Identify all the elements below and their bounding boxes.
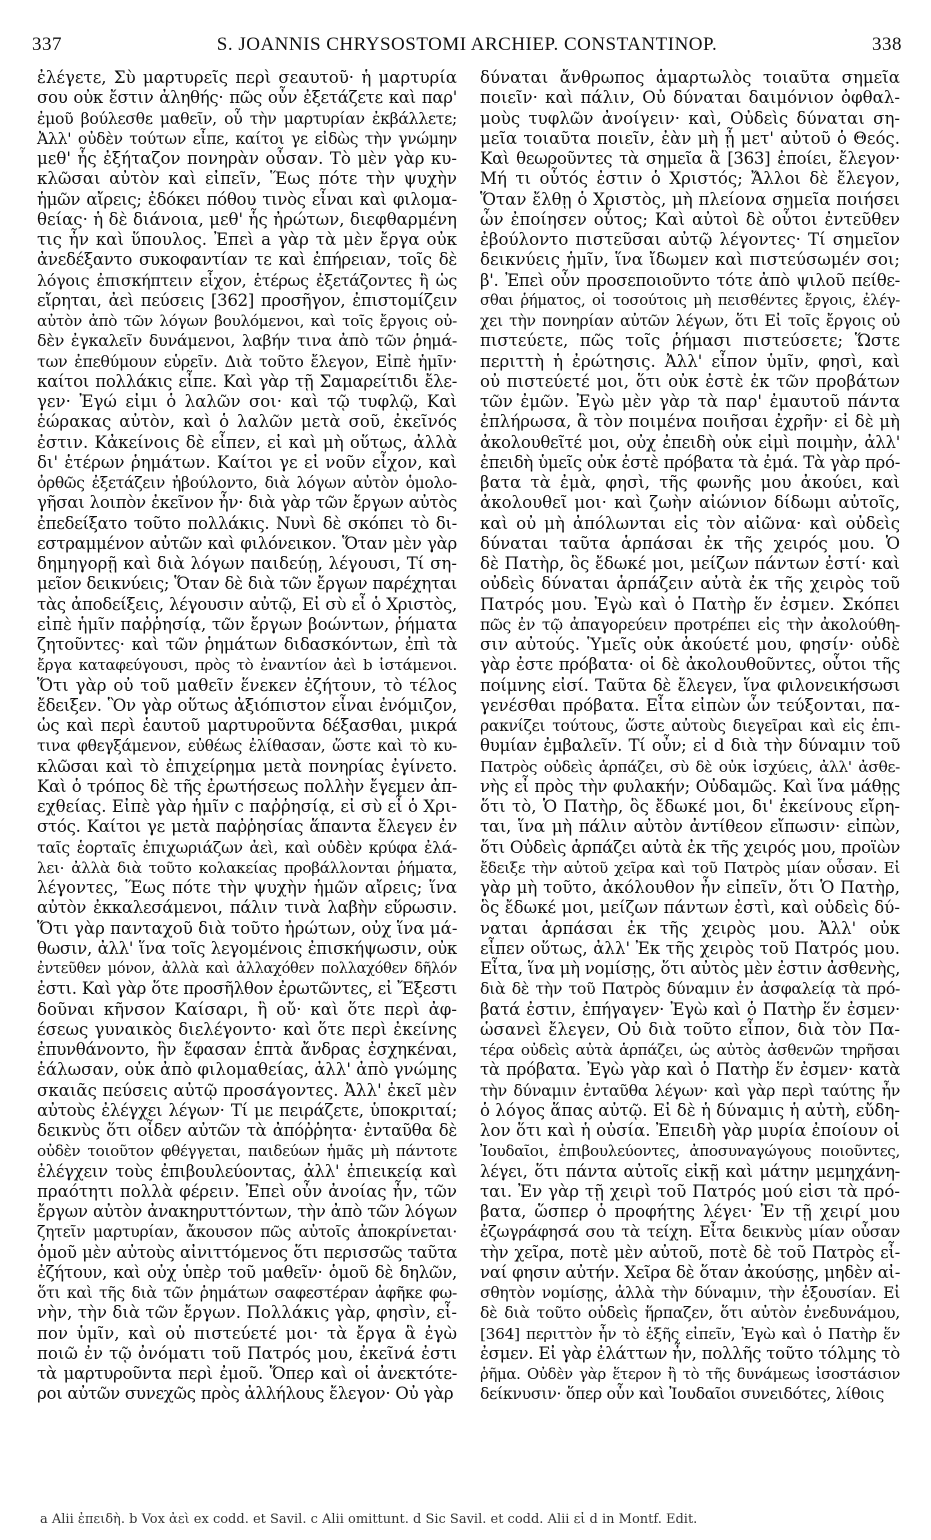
page-number-right: 338 <box>872 34 902 55</box>
text-line: ἐσμεν. Εἰ γὰρ ἐλάττων ἦν, πολλῆς τοῦτο τόλμης τὸ <box>480 1343 900 1363</box>
text-line: σιν αὐτούς. Ὑμεῖς οὐκ ἀκούετέ μου, φησίν· οὐδὲ <box>480 635 900 654</box>
text-line: λει· ἀλλὰ διὰ τοῦτο κολακείας προβάλλονται ῥήματα, <box>37 858 457 877</box>
text-line: ὅτι καὶ τῆς διὰ τῶν ῥημάτων σαφεστέραν ἀφῆκε φω- <box>37 1283 457 1302</box>
text-line: τινα φθεγξάμενον, εὐθέως ἐλίθασαν, ὥστε καὶ τὸ κυ- <box>37 737 457 756</box>
text-line: εστραμμένον αὐτῶν καὶ φιλόνεικον. Ὅταν μὲν γὰρ <box>37 533 457 553</box>
text-line: ἀνεδέξαντο συκοφαντίαν τε καὶ ἐπήρειαν, τοῖς δὲ <box>37 250 457 270</box>
text-line: ἐπειδὴ ὑμεῖς οὐκ ἐστὲ πρόβατα τὰ ἐμά. Τὰ γὰρ πρό- <box>480 452 900 472</box>
text-line: βατα τὰ ἐμὰ, φησὶ, τῆς φωνῆς μου ἀκούει, καὶ <box>480 473 900 492</box>
text-line: β'. Ἐπεὶ οὖν προσεποιοῦντο τότε ἀπὸ ψιλοῦ πείθε- <box>480 270 900 290</box>
text-line: στός. Καίτοι γε μετὰ παῤῥησίας ἅπαντα ἔλεγεν ἐν <box>37 817 457 837</box>
text-line: ροι αὐτῶν συνεχῶς πρὸς ἀλλήλους ἔλεγον· Οὐ γὰρ <box>37 1384 454 1404</box>
running-header <box>32 34 902 60</box>
text-line: ὡς καὶ περὶ ἑαυτοῦ μαρτυροῦντα δέξασθαι, μικρά <box>37 716 457 735</box>
text-line: ποίμνης εἰσί. Ταῦτα δὲ ἔλεγεν, ἵνα φιλονεικήσωσι <box>480 675 900 695</box>
text-line: ἐπυνθάνοντο, ἣν ἔφασαν ἑπτὰ ἄνδρας ἐσχηκέναι, <box>37 1040 457 1059</box>
text-line: ἐβούλοντο πιστεῦσαι αὐτῷ λέγοντες· Τί σημεῖον <box>480 230 900 249</box>
text-line: περιττὴ ἡ ἐρώτησις. Ἀλλ' εἶπον ὑμῖν, φησὶ, καὶ <box>480 351 900 371</box>
text-line: πῶς ἐν τῷ ἀπαγορεύειν προτρέπει εἰς τὴν ἀκολούθη- <box>480 614 900 634</box>
text-line: γεν· Ἐγώ εἰμι ὁ λαλῶν σοι· καὶ τῷ τυφλῷ, Καὶ <box>37 392 457 411</box>
text-line: ὁμοῦ μὲν αὐτοὺς αἰνιττόμενος ὅτι περισσῶς ταῦτα <box>37 1242 457 1262</box>
right-text-column <box>480 68 900 1405</box>
text-line: μοὺς τυφλῶν ἀνοίγειν· καὶ, Οὐδεὶς δύναται ση- <box>480 108 900 128</box>
text-line: ὧν ἐποίησεν οὗτος; Καὶ αὐτοὶ δὲ οὗτοι ἐντεῦθεν <box>480 209 900 229</box>
text-line: ἐστιν. Κἀκείνοις δὲ εἶπεν, εἰ καὶ μὴ οὕτως, ἀλλὰ <box>37 432 457 452</box>
text-line: δείκνυσιν· ὅπερ οὖν καὶ Ἰουδαῖοι συνειδότες, λίθοις <box>480 1384 884 1404</box>
text-line: πραότητι πολλὰ φέρειν. Ἐπεὶ οὖν ἀνοίας ἦν, τῶν <box>37 1181 457 1201</box>
text-line: οὐδεὶς δύναται ἁρπάζειν αὐτὰ ἐκ τῆς χειρὸς τοῦ <box>480 574 900 594</box>
text-line: ναται ἁρπάσαι ἐκ τῆς χειρὸς μου. Ἀλλ' οὐκ <box>480 918 900 938</box>
text-line: δεικνύεις ἡμῖν, ἵνα ἴδωμεν καὶ πιστεύσωμέν σοι; <box>480 250 900 270</box>
text-line: ὃς ἔδωκέ μοι, μείζων πάντων ἐστὶ, καὶ οὐδεὶς δύ- <box>480 898 900 918</box>
text-line: πον ὑμῖν, καὶ οὐ πιστεύετέ μοι· τὰ ἔργα ἃ ἐγὼ <box>37 1323 457 1343</box>
text-line: εἴρηται, ἀεὶ πεύσεις [362] προσῆγον, ἐπιστομίζειν <box>37 290 457 310</box>
text-line: ὀρθῶς ἐξετάζειν ἠβούλοντο, διὰ λόγων αὐτὸν ὁμολο- <box>37 474 457 492</box>
footnotes: a Alii ἐπειδὴ. b Vox ἀεὶ ex codd. et Savil. c Alii omittunt. d Sic Savil. et codd. Alii εἰ d in Montf. Edit. <box>40 1512 698 1527</box>
text-line: τὰ πρόβατα. Ἐγὼ γὰρ καὶ ὁ Πατὴρ ἕν ἐσμεν· κατὰ <box>480 1060 900 1080</box>
text-line: δὲν ἐγκαλεῖν δυνάμενοι, λαβήν τινα ἀπὸ τῶν ῥημά- <box>37 331 457 351</box>
text-line: ῥῆμα. Οὐδὲν γὰρ ἕτερον ἢ τὸ τῆς δυνάμεως ἰσοστάσιον <box>480 1365 900 1383</box>
text-line: δὲ διὰ τοῦτο οὐδεὶς ἥρπαζεν, ὅτι αὐτὸν ἐνεδυνάμου, <box>480 1303 900 1323</box>
left-text-column <box>37 68 457 1405</box>
text-line: σκαιᾶς πεύσεις αὐτῷ προσάγοντες. Ἀλλ' ἐκεῖ μὲν <box>37 1080 457 1100</box>
text-line: τὰς ἀποδείξεις, λέγουσιν αὐτῷ, Εἰ σὺ εἶ ὁ Χριστὸς, <box>37 594 457 614</box>
text-line: γῆσαι λοιπὸν ἐκεῖνον ἦν· διὰ γὰρ τῶν ἔργων αὐτὸς <box>37 493 457 513</box>
text-line: μεῖα τοιαῦτα ποιεῖν, ἐὰν μὴ ᾖ μετ' αὐτοῦ ὁ Θεός. <box>480 128 900 148</box>
text-line: λέγει, ὅτι πάντα αὐτοῖς εἰκῇ καὶ μάτην μεμηχάνη- <box>480 1161 900 1181</box>
text-line: εχθείας. Εἰπὲ γὰρ ἡμῖν c παῤῥησίᾳ, εἰ σὺ εἶ ὁ Χρι- <box>37 797 457 816</box>
text-line: ἑώρακας αὐτὸν, καὶ ὁ λαλῶν μετὰ σοῦ, ἐκεῖνός <box>37 412 457 432</box>
text-line: ἀκολουθεῖτέ μοι, οὐχ ἐπειδὴ οὐκ εἰμὶ ποιμὴν, ἀλλ' <box>480 432 900 452</box>
text-line: ἐλέγχειν τοὺς ἐπιβουλεύοντας, ἀλλ' ἐπιεικείᾳ καὶ <box>37 1161 457 1181</box>
text-line: ἐντεῦθεν μόνον, ἀλλὰ καὶ ἀλλαχόθεν πολλαχόθεν δῆλόν <box>37 960 457 977</box>
text-line: ρακνίζει τούτους, ὥστε αὐτοὺς διεγεῖραι καὶ εἰς ἐπι- <box>480 717 900 735</box>
text-line: Εἶτα, ἵνα μὴ νομίσῃς, ὅτι αὐτὸς μὲν ἐστιν ἀσθενὴς, <box>480 959 901 978</box>
text-line: έσεως γυναικὸς διελέγοντο· καὶ ὅτε περὶ ἐκείνης <box>37 1019 457 1039</box>
text-line: Καὶ θεωροῦντες τὰ σημεῖα ἃ [363] ἐποίει, ἔλεγον· <box>480 149 900 168</box>
text-line: ἡμῶν αἴρεις; ἐδόκει πόθου τινὸς εἶναι καὶ φιλομα- <box>37 189 457 209</box>
text-line: ὅτι τὸ, Ὁ Πατὴρ, ὃς ἔδωκέ μοι, δι' ἐκείνους εἴρη- <box>480 797 900 816</box>
text-line: ποιῶ ἐν τῷ ὀνόματι τοῦ Πατρός μου, ἐκεῖνά ἐστι <box>37 1343 457 1363</box>
text-line: ζητοῦντες· καὶ τῶν ῥημάτων διδασκόντων, ἐπὶ τὰ <box>37 635 457 654</box>
text-line: οὐδὲν τοιοῦτον φθέγγεται, παιδεύων ἡμᾶς μὴ πάντοτε <box>37 1142 457 1161</box>
text-line: γὰρ ἐστε πρόβατα· οἱ δὲ ἀκολουθοῦντες, οὗτοι τῆς <box>480 655 900 675</box>
text-line: ποιεῖν· καὶ πάλιν, Οὐ δύναται δαιμόνιον ὀφθαλ- <box>480 88 900 108</box>
text-line: ἔργων αὐτὸν ἀνακηρυττόντων, τὴν ἀπὸ τῶν λόγων <box>37 1202 457 1221</box>
text-line: ἐζωγράφησά σου τὰ τείχη. Εἶτα δεικνὺς μίαν οὖσαν <box>480 1222 900 1242</box>
text-line: σθητὸν νομίσῃς, ἀλλὰ τὴν δύναμιν, τὴν ἐξουσίαν. Εἰ <box>480 1284 900 1302</box>
text-line: ζητεῖν μαρτυρίαν, ἄκουσον πῶς αὐτοῖς ἀποκρίνεται· <box>37 1222 457 1242</box>
text-line: Πατρὸς οὐδεὶς ἁρπάζει, σὺ δὲ οὐκ ἰσχύεις, ἀλλ' ἀσθε- <box>480 757 900 776</box>
text-line: μεθ' ἧς ἐξήταζον πονηρὰν οὖσαν. Τὸ μὲν γὰρ κυ- <box>37 149 457 168</box>
running-title: S. JOANNIS CHRYSOSTOMI ARCHIEP. CONSTANTINOP. <box>216 34 718 55</box>
text-line: Ἰουδαῖοι, ἐπιβουλεύοντες, ἀποσυναγώγους ποιοῦντες, <box>480 1142 900 1161</box>
text-line: ἐλέγετε, Σὺ μαρτυρεῖς περὶ σεαυτοῦ· ἡ μαρτυρία <box>37 68 457 87</box>
text-line: θυμίαν ἐμβαλεῖν. Τί οὖν; εἰ d διὰ τὴν δύναμιν τοῦ <box>480 736 900 756</box>
text-line: τὰ μαρτυροῦντα περὶ ἐμοῦ. Ὅπερ καὶ οἱ ἀνεκτότε- <box>37 1364 457 1383</box>
text-line: δύναται ἄνθρωπος ἁμαρτωλὸς τοιαῦτα σημεῖα <box>480 68 900 87</box>
text-line: των ἐπεθύμουν εὑρεῖν. Διὰ τοῦτο ἔλεγον, Εἰπὲ ἡμῖν· <box>37 351 457 371</box>
text-line: τις ἦν καὶ ὕπουλος. Ἐπεὶ a γὰρ τὰ μὲν ἔργα οὐκ <box>37 230 457 249</box>
text-line: ἐμοῦ βούλεσθε μαθεῖν, οὗ τὴν μαρτυρίαν ἐκβάλλετε; <box>37 108 457 128</box>
text-line: τέρα οὐδεὶς αὐτὰ ἁρπάζει, ὡς αὐτὸς ἀσθενῶν τηρῆσαι <box>480 1041 900 1059</box>
text-line: δεικνὺς ὅτι οἶδεν αὐτῶν τὰ ἀπόῤῥητα· ἐνταῦθα δὲ <box>37 1121 457 1140</box>
text-line: μεῖον δεικνύεις; Ὅταν δὲ διὰ τῶν ἔργων παρέχηται <box>37 574 457 594</box>
text-line: χει τὴν πονηρίαν αὐτῶν λέγων, ὅτι Εἰ τοῖς ἔργοις οὐ <box>480 311 900 330</box>
text-line: σθαι ῥήματος, οἱ τοσούτοις μὴ πεισθέντες ἔργοις, ἐλέγ- <box>480 291 900 309</box>
text-line: διὰ δὲ τὴν τοῦ Πατρὸς δύναμιν ἐν ἀσφαλείᾳ τὰ πρό- <box>480 979 900 999</box>
text-line: ἔδειξε τὴν αὐτοῦ χεῖρα καὶ τοῦ Πατρὸς μίαν οὖσαν. Εἰ <box>480 858 900 877</box>
text-line: Ἀλλ' οὐδὲν τούτων εἶπε, καίτοι γε εἰδὼς τὴν γνώμην <box>37 128 457 148</box>
text-line: δι' ἑτέρων ῥημάτων. Καίτοι γε εἰ νοῦν εἶχον, καὶ <box>37 452 457 472</box>
text-line: εἶπεν οὕτως, ἀλλ' Ἐκ τῆς χειρὸς τοῦ Πατρός μου. <box>480 938 900 958</box>
text-line: σου οὐκ ἔστιν ἀληθής· πῶς οὖν ἐξετάζετε καὶ παρ' <box>37 88 457 108</box>
text-line: Ὅτι γὰρ οὐ τοῦ μαθεῖν ἕνεκεν ἐζήτουν, τὸ τέλος <box>37 675 457 695</box>
text-line: ἔργα καταφεύγουσι, πρὸς τὸ ἐναντίον ἀεὶ b ἱστάμενοι. <box>37 656 457 675</box>
text-line: ἀκολουθεῖ μοι· καὶ ζωὴν αἰώνιον δίδωμι αὐτοῖς, <box>480 493 900 513</box>
text-line: ναί φησιν αὐτήν. Χεῖρα δὲ ὅταν ἀκούσῃς, μηδὲν αἰ- <box>480 1262 900 1282</box>
text-line: Ὅτι γὰρ πανταχοῦ διὰ τοῦτο ἠρώτων, οὐχ ἵνα μά- <box>37 918 458 938</box>
text-line: αὐτὸν ἐκκαλεσάμενοι, πάλιν τινὰ λαβὴν εὕρωσιν. <box>37 898 457 918</box>
text-line: ἔδειξεν. Ὃν γὰρ οὕτως ἀξιόπιστον εἶναι ἐνόμιζον, <box>37 695 457 715</box>
text-line: δοῦναι κῆνσον Καίσαρι, ἢ οὔ· καὶ ὅτε περὶ ἀφ- <box>37 999 457 1019</box>
text-line: τῶν ἐμῶν. Ἐγὼ μὲν γὰρ τὰ παρ' ἐμαυτοῦ πάντα <box>480 392 900 411</box>
text-line: δύναται ταῦτα ἁρπάσαι ἐκ τῆς χειρός μου. Ὁ <box>480 533 900 553</box>
text-line: δημηγορῇ καὶ διὰ λόγων παιδεύῃ, λέγουσι, Τί ση- <box>37 554 457 573</box>
text-line: βατα, ὥσπερ ὁ προφήτης λέγει· Ἐν τῇ χειρί μου <box>480 1202 900 1221</box>
text-line: κλῶσαι αὐτὸν καὶ εἰπεῖν, Ἕως πότε τὴν ψυχὴν <box>37 169 457 189</box>
text-line: βατά ἐστιν, ἐπήγαγεν· Ἐγὼ καὶ ὁ Πατὴρ ἕν ἐσμεν· <box>480 999 900 1019</box>
text-line: εἰπὲ ἡμῖν παῤῥησίᾳ, τῶν ἔργων βοώντων, ῥήματα <box>37 614 457 634</box>
text-line: δὲ Πατὴρ, ὃς ἔδωκέ μοι, μείζων πάντων ἐστί· καὶ <box>480 554 900 573</box>
text-line: ἐζήτουν, καὶ οὐχ ὑπὲρ τοῦ μαθεῖν· ὁμοῦ δὲ δηλῶν, <box>37 1262 457 1282</box>
text-line: τὴν δύναμιν ἐνταῦθα λέγων· καὶ γὰρ περὶ ταύτης ἦν <box>480 1080 900 1100</box>
text-line: ταῖς ἑορταῖς ἐπιχωριάζων ἀεὶ, καὶ οὐδὲν κρύφα ἐλά- <box>37 837 457 857</box>
text-line: καίτοι πολλάκις εἶπε. Καὶ γὰρ τῇ Σαμαρείτιδι ἔλε- <box>37 371 457 391</box>
text-line: θωσιν, ἀλλ' ἵνα τοῖς λεγομένοις ἐπισκήψωσιν, οὐκ <box>37 938 457 958</box>
text-line: ἐπλήρωσα, ἃ τὸν ποιμένα ποιῆσαι ἐχρῆν· εἰ δὲ μὴ <box>480 412 900 432</box>
text-line: Μή τι οὗτός ἐστιν ὁ Χριστός; Ἄλλοι δὲ ἔλεγον, <box>480 169 900 189</box>
text-line: νὴς εἶ πρὸς τὴν φυλακήν; Οὐδαμῶς. Καὶ ἵνα μάθῃς <box>480 776 900 796</box>
text-line: ἐστι. Καὶ γὰρ ὅτε προσῆλθον ἐρωτῶντες, εἰ Ἔξεστι <box>37 979 457 999</box>
text-line: ἑάλωσαν, οὐκ ἀπὸ φιλομαθείας, ἀλλ' ἀπὸ γνώμης <box>37 1060 458 1080</box>
text-line: ὅτι Οὐδεὶς ἁρπάζει αὐτὰ ἐκ τῆς χειρός μου, προϊὼν <box>480 837 900 857</box>
text-line: Πατρός μου. Ἐγὼ καὶ ὁ Πατὴρ ἕν ἐσμεν. Σκόπει <box>480 594 900 614</box>
text-line: αὐτὸν ἀπὸ τῶν λόγων βουλόμενοι, καὶ τοῖς ἔργοις οὐ- <box>37 312 457 330</box>
text-line: νὴν, τὴν διὰ τῶν ἔργων. Πολλάκις γὰρ, φησὶν, εἶ- <box>37 1303 457 1323</box>
text-line: γὰρ μὴ τοῦτο, ἀκόλουθον ἦν εἰπεῖν, ὅτι Ὁ Πατὴρ, <box>480 878 900 897</box>
text-line: λον ὅτι καὶ ἡ οὐσία. Ἐπειδὴ γὰρ μυρία ἐποίουν οἱ <box>480 1121 900 1140</box>
text-line: Ὅταν ἔλθῃ ὁ Χριστὸς, μὴ πλείονα σημεῖα ποιήσει <box>480 189 900 209</box>
text-line: πιστεύετε, πῶς τοῖς ῥήμασι πιστεύσετε; Ὥστε <box>480 331 900 351</box>
text-line: αὐτοὺς ἐλέγχει λέγων· Τί με πειράζετε, ὑποκριταί; <box>37 1100 457 1120</box>
text-line: κλῶσαι καὶ τὸ ἐπιχείρημα μετὰ πονηρίας ἐγίνετο. <box>37 756 457 776</box>
text-line: ται. Ἐν γὰρ τῇ χειρὶ τοῦ Πατρός μού εἰσι τὰ πρό- <box>480 1181 900 1201</box>
text-line: καὶ οὐ μὴ ἀπόλωνται εἰς τὸν αἰῶνα· καὶ οὐδεὶς <box>480 513 900 533</box>
text-line: θείας· ἡ δὲ διάνοια, μεθ' ἧς ἠρώτων, διεφθαρμένη <box>37 209 457 229</box>
text-line: οὐ πιστεύετέ μοι, ὅτι οὐκ ἐστὲ ἐκ τῶν προβάτων <box>480 371 900 391</box>
text-line: ὁ λόγος ἅπας αὐτῷ. Εἰ δὲ ἡ δύναμις ἡ αὐτὴ, εὔδη- <box>480 1100 900 1120</box>
text-line: Καὶ ὁ τρόπος δὲ τῆς ἐρωτήσεως πολλὴν ἔγεμεν ἀπ- <box>37 776 457 796</box>
text-line: ται, ἵνα μὴ πάλιν αὐτὸν ἀντίθεον εἴπωσιν· εἰπὼν, <box>480 817 900 837</box>
text-line: γενέσθαι πρόβατα. Εἶτα εἰπὼν ὧν τεύξονται, πα- <box>480 695 900 715</box>
text-line: ὡσανεὶ ἔλεγεν, Οὐ διὰ τοῦτο εἶπον, διὰ τὸν Πα- <box>480 1019 900 1039</box>
text-line: λόγοις ἐπισκήπτειν εἶχον, ἑτέρως ἐξετάζοντες ἢ ὡς <box>37 270 457 290</box>
text-line: ἐπεδείξατο τοῦτο πολλάκις. Νυνὶ δὲ σκόπει τὸ δι- <box>37 513 457 533</box>
text-line: λέγοντες, Ἕως πότε τὴν ψυχὴν ἡμῶν αἴρεις; ἵνα <box>37 878 457 897</box>
text-line: τὴν χεῖρα, ποτὲ μὲν αὐτοῦ, ποτὲ δὲ τοῦ Πατρὸς εἶ- <box>480 1242 900 1262</box>
page-number-left: 337 <box>32 34 62 55</box>
text-line: [364] περιττὸν ἦν τὸ ἑξῆς εἰπεῖν, Ἐγὼ καὶ ὁ Πατὴρ ἕν <box>480 1324 900 1343</box>
